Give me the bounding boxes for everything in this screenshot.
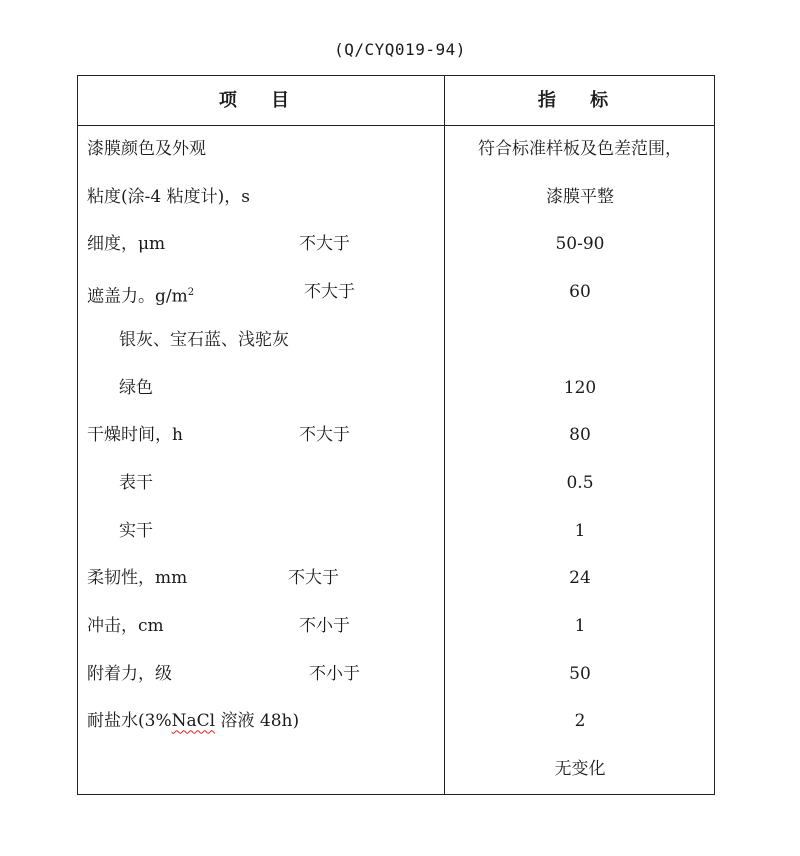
row-value: 0.5 (566, 472, 594, 493)
row-value: 60 (569, 282, 591, 303)
standard-code: (Q/CYQ019-94) (334, 40, 466, 59)
table-row (78, 508, 714, 556)
table-row (78, 221, 714, 269)
row-limit: 不大于 (288, 568, 339, 589)
row-value: 漆膜平整 (546, 186, 614, 207)
row-value: 1 (574, 520, 586, 541)
row-item (87, 698, 299, 746)
table-row (78, 317, 714, 365)
row-item: 表干 (119, 472, 153, 493)
row-item: 冲击，cm (87, 616, 164, 636)
table-row (78, 651, 714, 699)
row-item: 绿色 (119, 377, 153, 398)
row-value: 1 (574, 616, 586, 636)
table-row (78, 412, 714, 460)
table-row (78, 460, 714, 508)
table-row (78, 698, 714, 746)
row-item: 附着力，级 (87, 663, 172, 684)
row-value: 2 (574, 711, 586, 732)
row-item-text: 遮盖力。g/m (87, 286, 188, 307)
table-row (78, 746, 714, 794)
row-value: 120 (563, 377, 597, 398)
row-item: 干燥时间，h (87, 425, 183, 446)
row-item: 实干 (119, 520, 153, 541)
header-spec: 指 标 (537, 90, 623, 111)
row-limit: 不小于 (299, 616, 350, 636)
row-value: 无变化 (554, 759, 606, 780)
header-item: 项 目 (218, 90, 304, 111)
row-item-text: 耐盐水(3% (87, 711, 172, 732)
row-value (444, 317, 716, 365)
table-header (78, 76, 714, 126)
spellcheck-marked-text: NaCl (171, 711, 216, 732)
row-item: 漆膜颜色及外观 (87, 139, 206, 159)
row-limit: 不大于 (304, 282, 355, 303)
table-row (78, 555, 714, 603)
row-item-text: 溶液 48h) (215, 711, 300, 732)
row-value: 80 (569, 425, 591, 446)
spec-table (77, 75, 715, 795)
row-limit: 不小于 (309, 663, 360, 684)
row-value: 50-90 (555, 234, 605, 255)
row-value: 24 (569, 568, 591, 589)
table-row (78, 174, 714, 222)
row-limit: 不大于 (299, 234, 350, 255)
table-row (78, 269, 714, 317)
table-row (78, 126, 714, 174)
table-row (78, 365, 714, 413)
row-item: 柔韧性，mm (87, 568, 188, 589)
table-row (78, 603, 714, 651)
row-limit: 不大于 (299, 425, 350, 446)
row-value: 符合标准样板及色差范围， (478, 139, 682, 159)
row-item: 细度，μm (87, 234, 166, 255)
row-item (87, 269, 194, 317)
row-item: 粘度(涂-4 粘度计)，s (87, 186, 250, 207)
row-item-superscript: 2 (187, 287, 195, 299)
row-value: 50 (569, 663, 591, 684)
row-item: 银灰、宝石蓝、浅驼灰 (119, 329, 289, 350)
